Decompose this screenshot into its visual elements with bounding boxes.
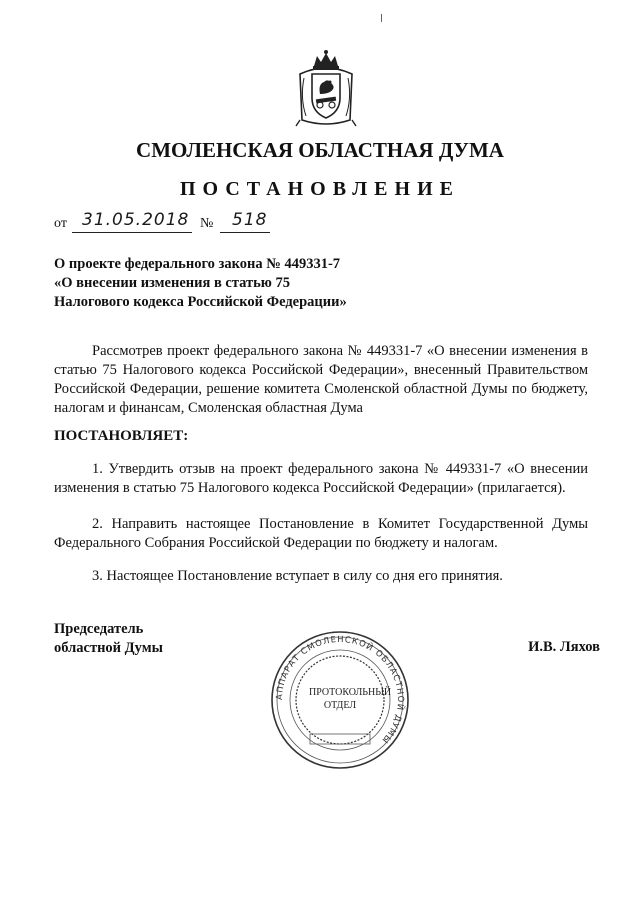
- date-underline: [72, 232, 192, 233]
- decree-heading: ПОСТАНОВЛЯЕТ:: [54, 428, 189, 444]
- decree-item-2: 2. Направить настоящее Постановление в Комитет Государственной Думы Федерального Собрания Российской Федерации по бюджету и налогам.: [54, 516, 588, 551]
- document-subject: [54, 255, 414, 312]
- date-number-line: [54, 212, 294, 236]
- organization-title: СМОЛЕНСКАЯ ОБЛАСТНАЯ ДУМА: [136, 138, 504, 162]
- subject-line: Налогового кодекса Российской Федерации»: [54, 294, 347, 310]
- stamp-inner-line: ОТДЕЛ: [323, 700, 357, 711]
- subject-line: О проекте федерального закона № 449331-7: [54, 256, 341, 272]
- decree-item-1: 1. Утвердить отзыв на проект федерального закона № 449331-7 «О внесении изменения в статью 75 Налогового кодекса Российской Федерации» (прилагается).: [54, 461, 588, 496]
- stamp-inner-label: [309, 686, 392, 724]
- preamble-paragraph: Рассмотрев проект федерального закона № 449331-7 «О внесении изменения в статью 75 Налогового кодекса Российской Федерации», внесенный Правительством Российской Федерации, решение комитета Смоленской областной Думы по бюджету, налогам и финансам, Смоленская областная Дума: [54, 343, 588, 416]
- signatory-title-line: областной Думы: [54, 640, 163, 656]
- subject-line: «О внесении изменения в статью 75: [54, 275, 291, 291]
- date-prefix: от: [54, 216, 67, 231]
- handwritten-number: 518: [232, 210, 268, 230]
- number-prefix: №: [200, 216, 214, 231]
- signatory-title-line: Председатель: [54, 621, 144, 637]
- signatory-title: [54, 620, 163, 658]
- scan-mark: [381, 14, 382, 22]
- decree-item-3: 3. Настоящее Постановление вступает в силу со дня его принятия.: [92, 568, 503, 584]
- document-type-heading: ПОСТАНОВЛЕНИЕ: [180, 178, 460, 200]
- number-underline: [220, 232, 270, 233]
- smolensk-coat-of-arms-icon: [290, 48, 362, 128]
- signatory-name: И.В. Ляхов: [528, 639, 600, 655]
- stamp-outer-text: АППАРАТ СМОЛЕНСКОЙ ОБЛАСТНОЙ ДУМЫ: [274, 634, 406, 746]
- stamp-inner-line: ПРОТОКОЛЬНЫЙ: [309, 687, 392, 698]
- handwritten-date: 31.05.2018: [82, 210, 190, 230]
